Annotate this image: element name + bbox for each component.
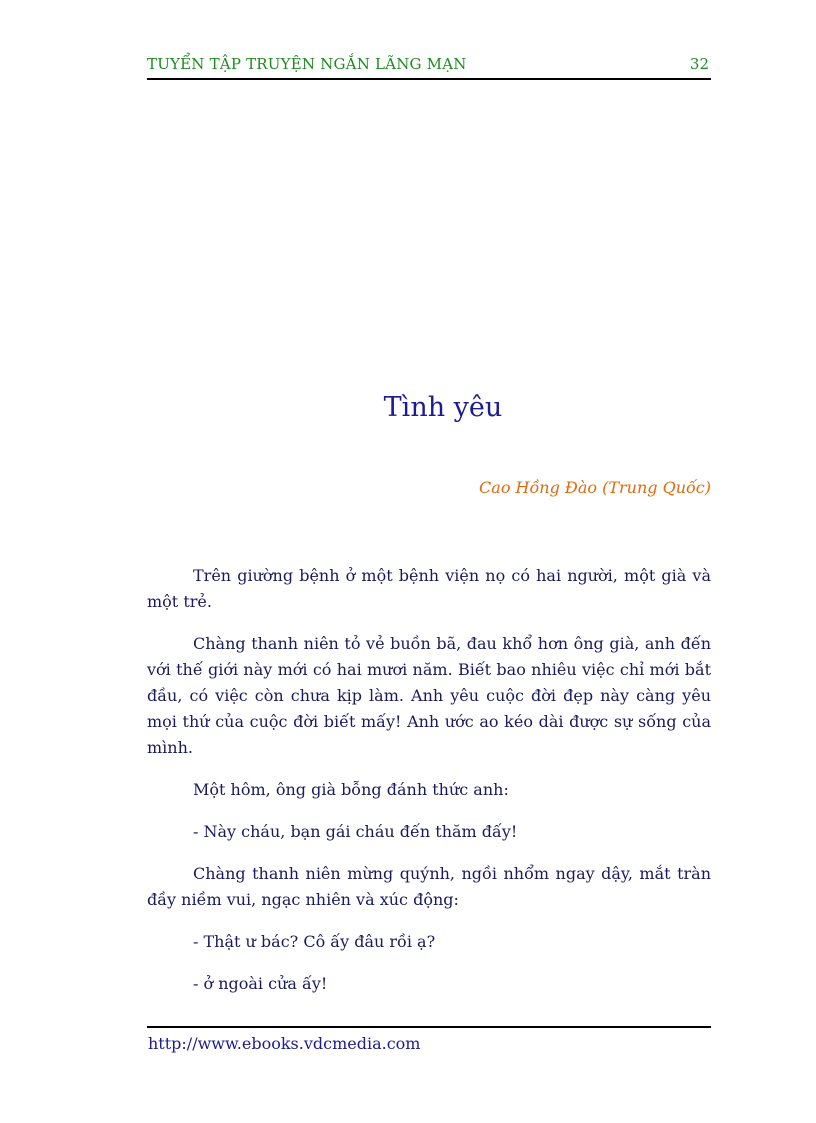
story-author: Cao Hồng Đào (Trung Quốc): [479, 478, 711, 497]
footer-divider: [147, 1026, 711, 1028]
paragraph: - Này cháu, bạn gái cháu đến thăm đấy!: [193, 822, 518, 841]
story-title: Tình yêu: [383, 392, 503, 423]
paragraph: - Thật ư bác? Cô ấy đâu rồi ạ?: [193, 932, 436, 951]
story-body: [147, 563, 711, 1013]
footer-website-link[interactable]: http://www.ebooks.vdcmedia.com: [148, 1034, 421, 1053]
paragraph: Chàng thanh niên mừng quýnh, ngồi nhổm ngay dậy, mắt tràn đầy niềm vui, ngạc nhiên và xúc động:: [147, 864, 711, 909]
book-title: TUYỂN TẬP TRUYỆN NGẮN LÃNG MẠN: [147, 55, 467, 73]
paragraph: - ở ngoài cửa ấy!: [193, 974, 328, 993]
page-number: 32: [689, 55, 709, 73]
page-header: [147, 54, 711, 80]
paragraph: Một hôm, ông già bỗng đánh thức anh:: [193, 780, 509, 799]
paragraph: Chàng thanh niên tỏ vẻ buồn bã, đau khổ hơn ông già, anh đến với thế giới này mới có hai mươi năm. Biết bao nhiêu việc chỉ mới bắt đầu, có việc còn chưa kịp làm. Anh yêu cuộc đời đẹp này càng yêu mọi thứ của cuộc đời biết mấy! Anh ước ao kéo dài được sự sống của mình.: [147, 634, 711, 757]
paragraph: Trên giường bệnh ở một bệnh viện nọ có hai người, một già và một trẻ.: [147, 566, 711, 611]
